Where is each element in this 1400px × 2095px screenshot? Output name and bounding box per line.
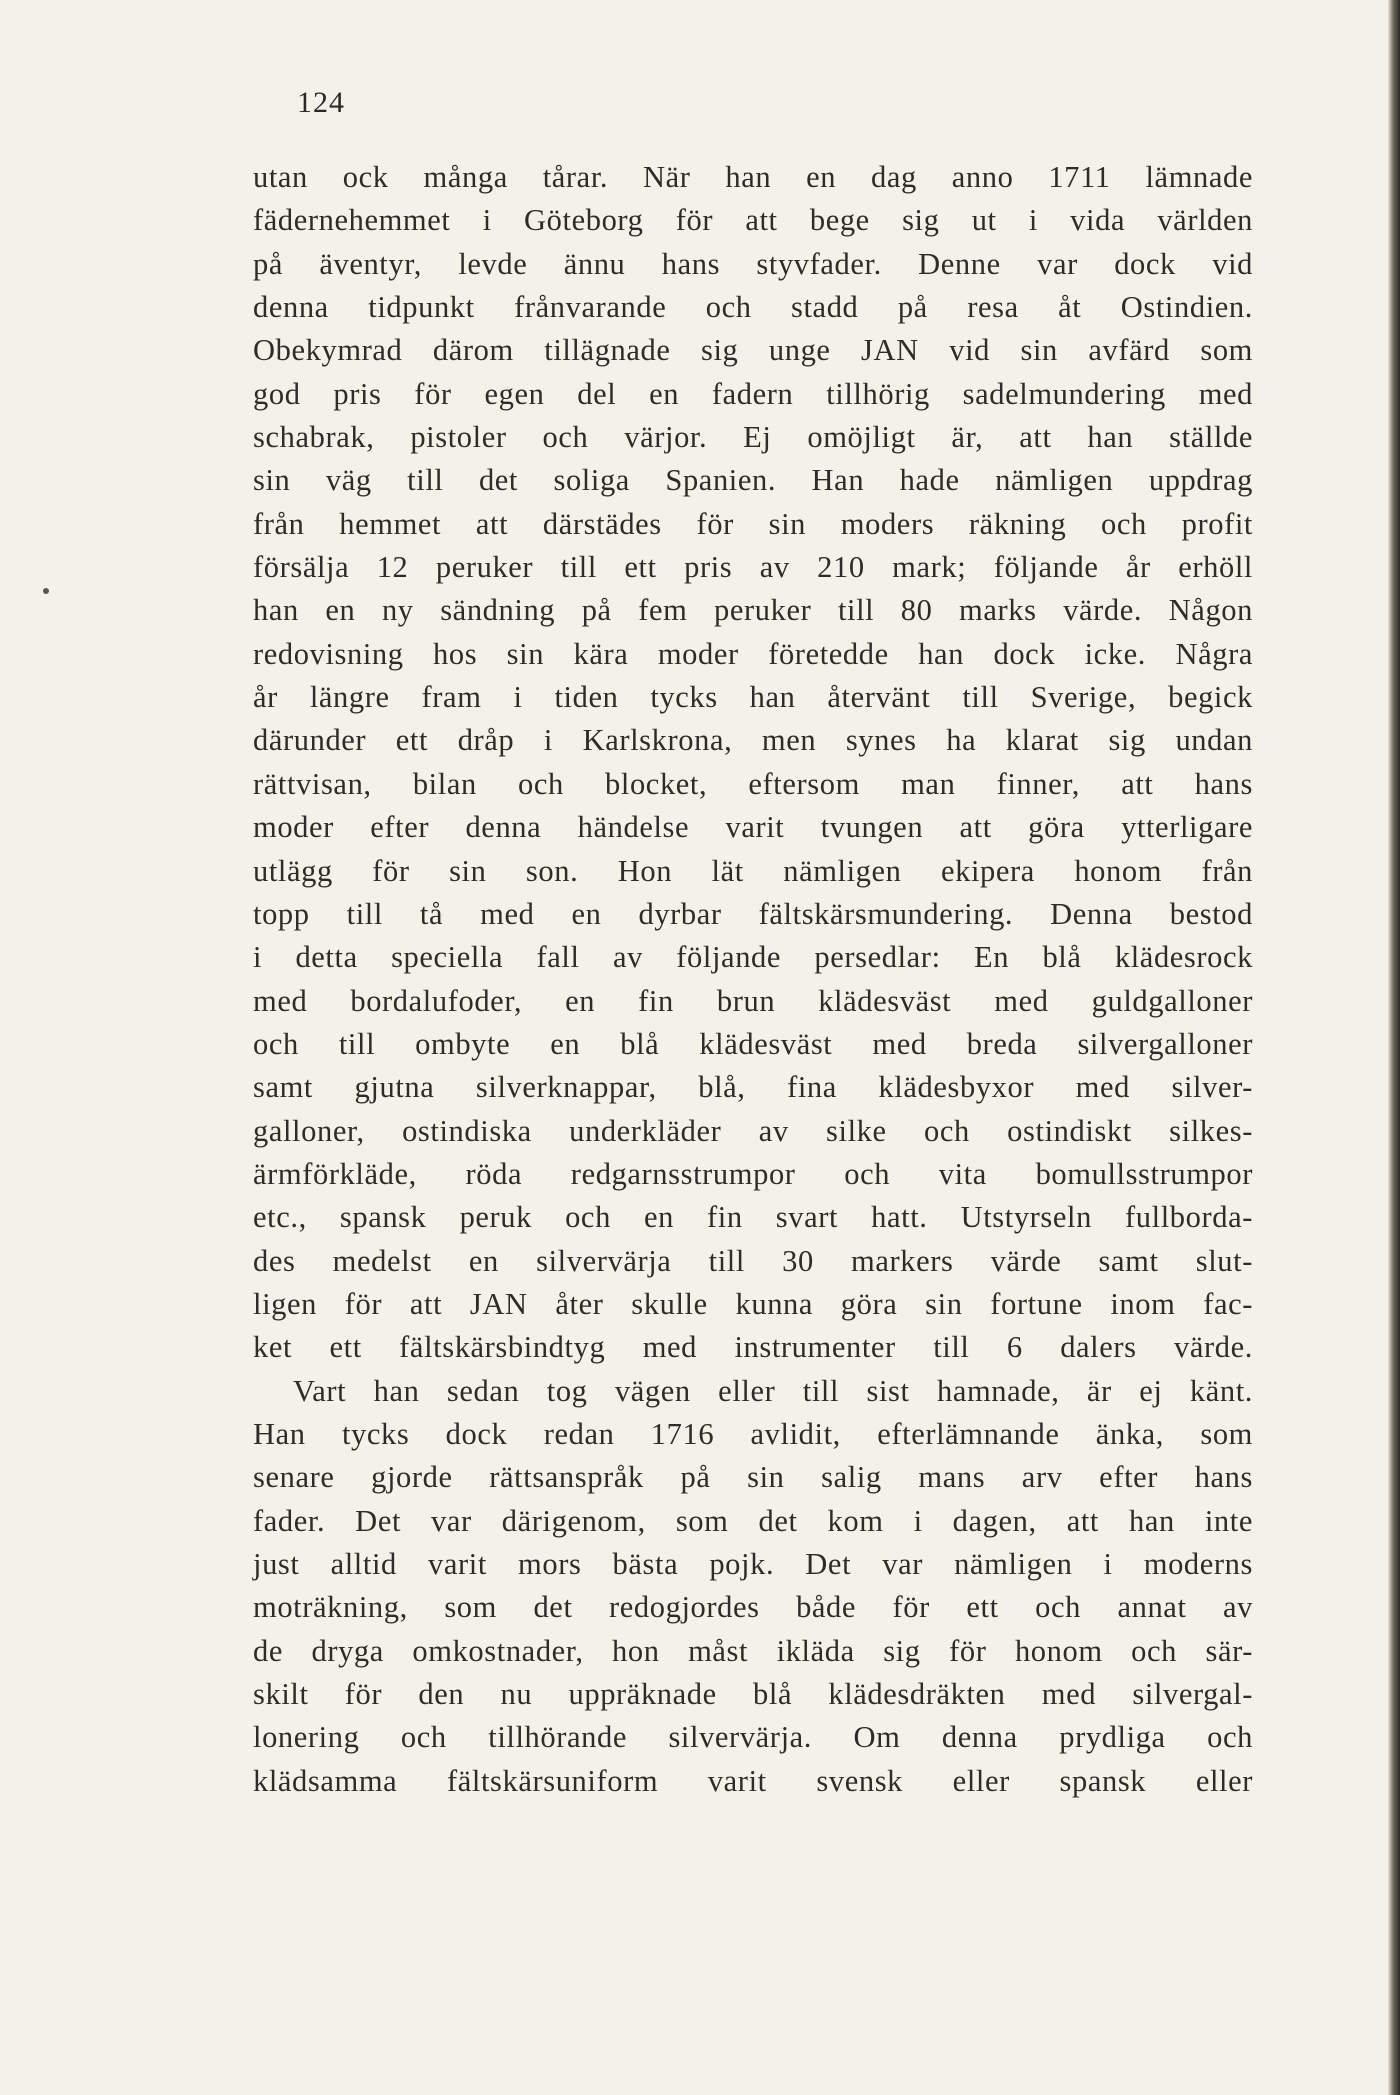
text-line: Vart han sedan tog vägen eller till sist hamnade, är ej känt. [293, 1373, 1253, 1408]
text-line: Han tycks dock redan 1716 avlidit, efterlämnande änka, som [253, 1416, 1253, 1451]
text-line: skilt för den nu uppräknade blå klädesdräkten med silvergal- [253, 1677, 1253, 1712]
text-line: sin väg till det soliga Spanien. Han hade nämligen uppdrag [253, 463, 1253, 498]
text-line: klädsamma fältskärsuniform varit svensk eller spansk eller [253, 1763, 1253, 1798]
text-line: denna tidpunkt frånvarande och stadd på resa åt Ostindien. [253, 290, 1253, 325]
text-line: därunder ett dråp i Karlskrona, men synes ha klarat sig undan [253, 723, 1253, 758]
text-line: galloner, ostindiska underkläder av silke och ostindiskt silkes- [253, 1113, 1253, 1148]
text-line: samt gjutna silverknappar, blå, fina klädesbyxor med silver- [253, 1070, 1253, 1105]
text-line: fädernehemmet i Göteborg för att bege sig ut i vida världen [253, 203, 1253, 238]
text-line: han en ny sändning på fem peruker till 80 marks värde. Någon [253, 593, 1253, 628]
text-line: med bordalufoder, en fin brun klädesväst med guldgalloner [253, 983, 1253, 1018]
text-line: i detta speciella fall av följande persedlar: En blå klädesrock [253, 940, 1253, 975]
text-line: etc., spansk peruk och en fin svart hatt. Utstyrseln fullborda- [253, 1200, 1253, 1235]
text-line: topp till tå med en dyrbar fältskärsmundering. Denna bestod [253, 896, 1253, 931]
text-line: de dryga omkostnader, hon måst ikläda sig för honom och sär- [253, 1633, 1253, 1668]
text-line: schabrak, pistoler och värjor. Ej omöjligt är, att han ställde [253, 420, 1253, 455]
page-number: 124 [297, 86, 345, 119]
text-line: senare gjorde rättsanspråk på sin salig mans arv efter hans [253, 1460, 1253, 1495]
text-line: försälja 12 peruker till ett pris av 210 mark; följande år erhöll [253, 550, 1253, 585]
text-line: redovisning hos sin kära moder företedde han dock icke. Några [253, 636, 1253, 671]
text-line: des medelst en silvervärja till 30 markers värde samt slut- [253, 1243, 1253, 1278]
text-line: utan ock många tårar. När han en dag anno 1711 lämnade [253, 160, 1253, 194]
text-line: ligen för att JAN åter skulle kunna göra sin fortune inom fac- [253, 1286, 1253, 1321]
text-line: och till ombyte en blå klädesväst med breda silvergalloner [253, 1026, 1253, 1061]
text-line: god pris för egen del en fadern tillhörig sadelmundering med [253, 376, 1253, 411]
text-line: rättvisan, bilan och blocket, eftersom man finner, att hans [253, 766, 1253, 801]
text-line: fader. Det var därigenom, som det kom i dagen, att han inte [253, 1503, 1253, 1538]
margin-mark [43, 588, 49, 594]
text-line: från hemmet att därstädes för sin moders räkning och profit [253, 506, 1253, 541]
text-line: år längre fram i tiden tycks han återvänt till Sverige, begick [253, 680, 1253, 715]
text-line: ket ett fältskärsbindtyg med instrumenter till 6 dalers värde. [253, 1330, 1253, 1365]
text-line: utlägg för sin son. Hon lät nämligen ekipera honom från [253, 853, 1253, 888]
text-line: lonering och tillhörande silvervärja. Om denna prydliga och [253, 1720, 1253, 1755]
page-edge-shadow [1388, 0, 1400, 2095]
text-line: på äventyr, levde ännu hans styvfader. Denne var dock vid [253, 246, 1253, 281]
body-text [253, 156, 1253, 1803]
text-line: moder efter denna händelse varit tvungen att göra ytterligare [253, 810, 1253, 845]
text-line: ärmförkläde, röda redgarnsstrumpor och vita bomullsstrumpor [253, 1156, 1253, 1191]
text-line: just alltid varit mors bästa pojk. Det var nämligen i moderns [253, 1547, 1253, 1581]
text-line: moträkning, som det redogjordes både för ett och annat av [253, 1590, 1253, 1625]
text-line: Obekymrad därom tillägnade sig unge JAN vid sin avfärd som [253, 333, 1253, 368]
